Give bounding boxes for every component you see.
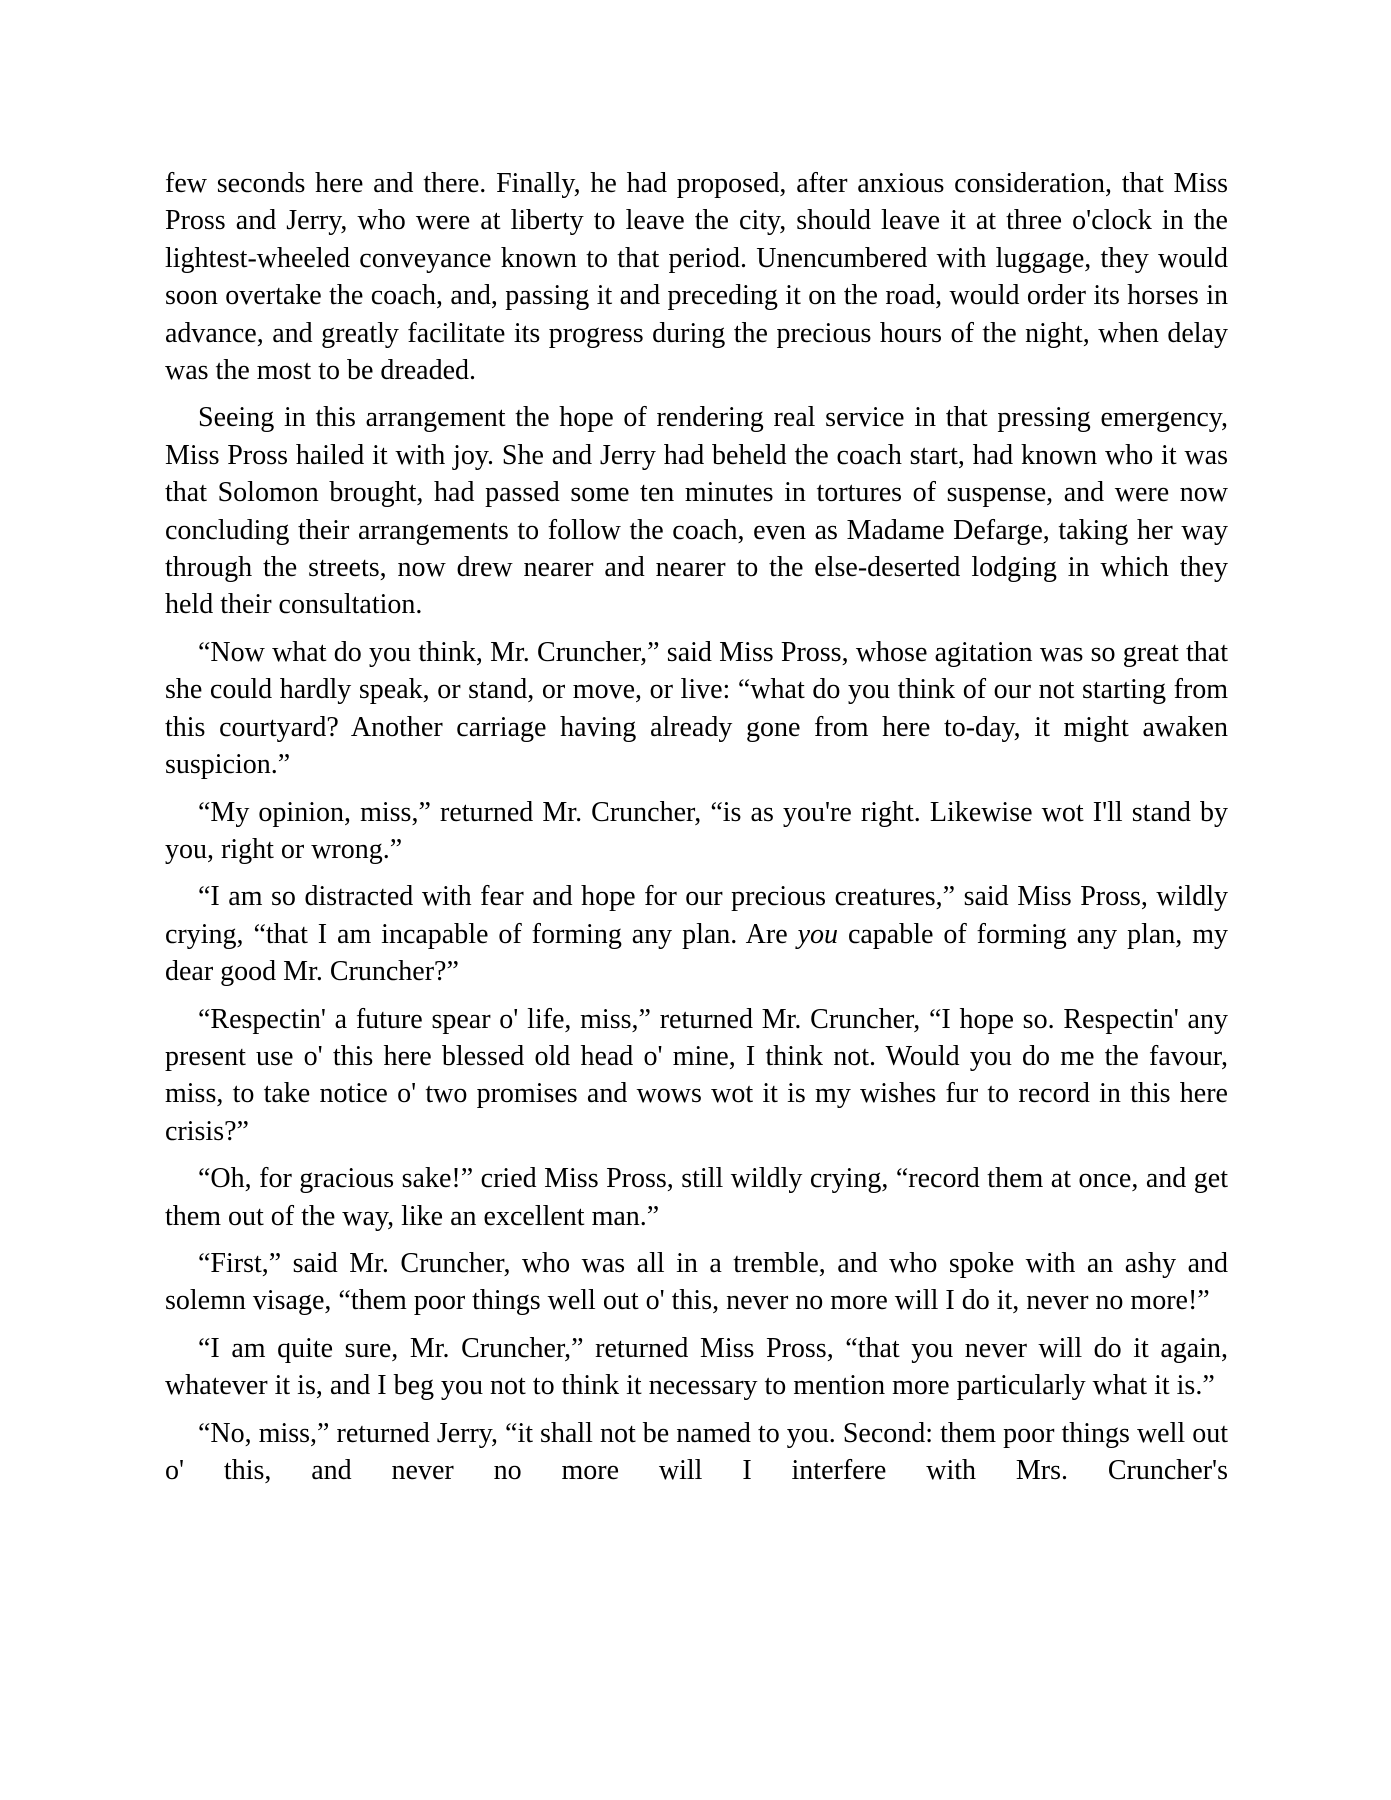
- italic-text-run: you: [797, 918, 839, 950]
- paragraph: [165, 794, 1228, 869]
- paragraph: [165, 1415, 1228, 1490]
- text-run: “My opinion, miss,” returned Mr. Cruncher, “is as you're right. Likewise wot I'll stand by you, right or wrong.”: [165, 796, 1228, 865]
- text-run: capable of forming any plan, my dear good Mr. Cruncher?”: [165, 918, 1228, 988]
- paragraph: [165, 165, 1228, 389]
- text-run: “I am quite sure, Mr. Cruncher,” returned Miss Pross, “that you never will do it again, whatever it is, and I beg you not to think it necessary to mention more particularly what it is.”: [165, 1332, 1228, 1402]
- text-run: “No, miss,” returned Jerry, “it shall not be named to you. Second: them poor things well out o' this, and never no more will I interfere with Mrs. Cruncher's: [165, 1417, 1228, 1486]
- paragraph: [165, 634, 1228, 784]
- text-run: Seeing in this arrangement the hope of rendering real service in that pressing emergency, Miss Pross hailed it with joy. She and Jerry had beheld the coach start, had known who it was that Solomon brought, had passed some ten minutes in tortures of suspense, and were now concluding their arrangements to follow the coach, even as Madame Defarge, taking her way through the streets, now drew nearer and nearer to the else-deserted lodging in which they held their consultation.: [165, 402, 1228, 621]
- paragraph: [165, 1001, 1228, 1151]
- text-block: [165, 165, 1228, 1489]
- text-run: “Now what do you think, Mr. Cruncher,” said Miss Pross, whose agitation was so great that she could hardly speak, or stand, or move, or live: “what do you think of our not starting from this courtyard? Another carriage having already gone from here to-day, it might awaken suspicion.”: [165, 636, 1228, 781]
- paragraph: [165, 878, 1228, 990]
- paragraph: [165, 1330, 1228, 1405]
- text-run: “Oh, for gracious sake!” cried Miss Pross, still wildly crying, “record them at once, and get them out of the way, like an excellent man.”: [165, 1163, 1228, 1232]
- paragraph: [165, 1160, 1228, 1235]
- text-run: “I am so distracted with fear and hope for our precious creatures,” said Miss Pross, wildly crying, “that I am incapable of forming any plan. Are: [165, 881, 1228, 950]
- text-run: few seconds here and there. Finally, he had proposed, after anxious consideration, that Miss Pross and Jerry, who were at liberty to leave the city, should leave it at three o'clock in the lightest-wheeled conveyance known to that period. Unencumbered with luggage, they would soon overtake the coach, and, passing it and preceding it on the road, would order its horses in advance, and greatly facilitate its progress during the precious hours of the night, when delay was the most to be dreaded.: [165, 168, 1228, 387]
- paragraph: [165, 399, 1228, 623]
- text-run: “Respectin' a future spear o' life, miss,” returned Mr. Cruncher, “I hope so. Respectin' any present use o' this here blessed old head o' mine, I think not. Would you do me the favour, miss, to take notice o' two promises and wows wot it is my wishes fur to record in this here crisis?”: [165, 1003, 1228, 1147]
- text-run: “First,” said Mr. Cruncher, who was all in a tremble, and who spoke with an ashy and solemn visage, “them poor things well out o' this, never no more will I do it, never no more!”: [165, 1247, 1228, 1317]
- paragraph: [165, 1245, 1228, 1320]
